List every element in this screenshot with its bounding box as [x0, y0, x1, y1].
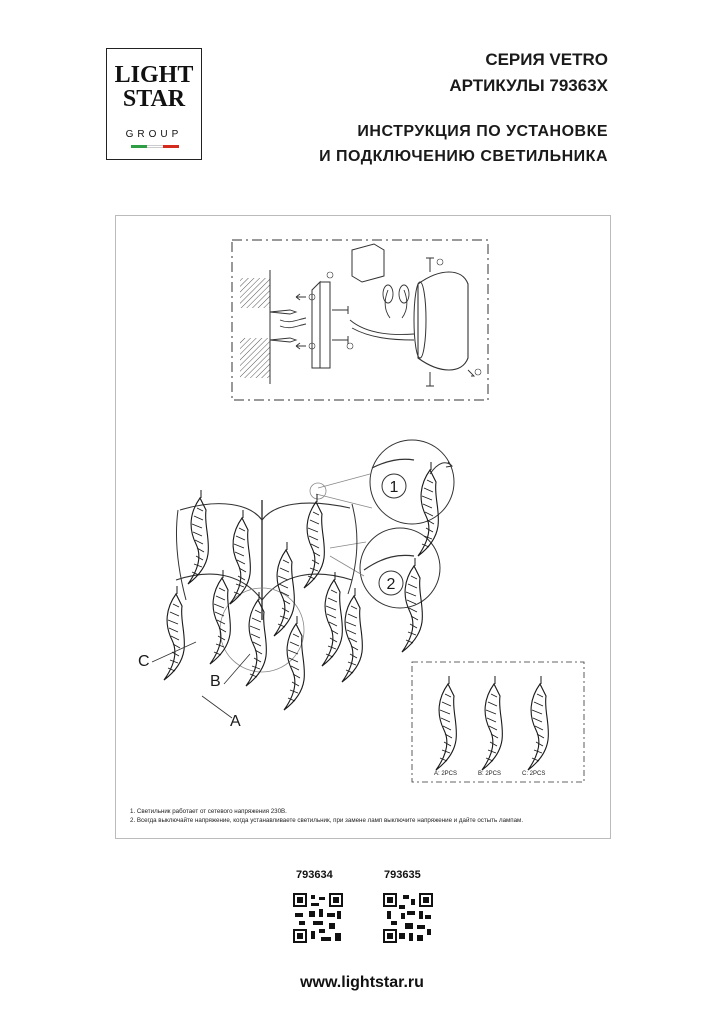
note-safety: 2. Всегда выключайте напряжение, когда устанавливаете светильник, при замене ламп выключите напряжение и дайте остыть лампам. — [130, 817, 524, 824]
terminal-block — [352, 244, 384, 282]
qr-code-793635 — [383, 893, 433, 943]
legend-c: C: 2PCS — [522, 771, 546, 777]
step-2-number: 2 — [386, 576, 396, 593]
instruction-title-line2: И ПОДКЛЮЧЕНИЮ СВЕТИЛЬНИКА — [319, 148, 608, 165]
article-code-793635: 793635 — [384, 869, 421, 881]
label-c: C — [138, 653, 150, 670]
instruction-title-line1: ИНСТРУКЦИЯ ПО УСТАНОВКЕ — [357, 123, 608, 140]
legend-b: B: 2PCS — [478, 771, 502, 777]
ceiling-hatch-lower — [240, 338, 270, 378]
step-1-number: 1 — [389, 479, 399, 496]
label-b: B — [210, 673, 221, 690]
article-numbers: АРТИКУЛЫ 79363X — [449, 76, 608, 95]
note-voltage: 1. Светильник работает от сетевого напряжения 230В. — [130, 808, 287, 815]
series-title: СЕРИЯ VETRO — [485, 50, 608, 69]
pendant-legend-box — [412, 662, 584, 782]
label-a: A — [230, 713, 241, 730]
legend-a: A: 2PCS — [434, 771, 458, 777]
logo-line-light: LIGHT — [114, 62, 194, 88]
ceiling-hatch-upper — [240, 278, 270, 308]
logo-line-star: STAR — [122, 86, 186, 112]
logo-line-group: GROUP — [125, 129, 183, 140]
article-code-793634: 793634 — [296, 869, 333, 881]
mounting-bracket — [312, 282, 330, 368]
chandelier-drawing — [138, 490, 362, 730]
website-link[interactable]: www.lightstar.ru — [300, 974, 424, 991]
qr-code-793634 — [293, 893, 343, 943]
